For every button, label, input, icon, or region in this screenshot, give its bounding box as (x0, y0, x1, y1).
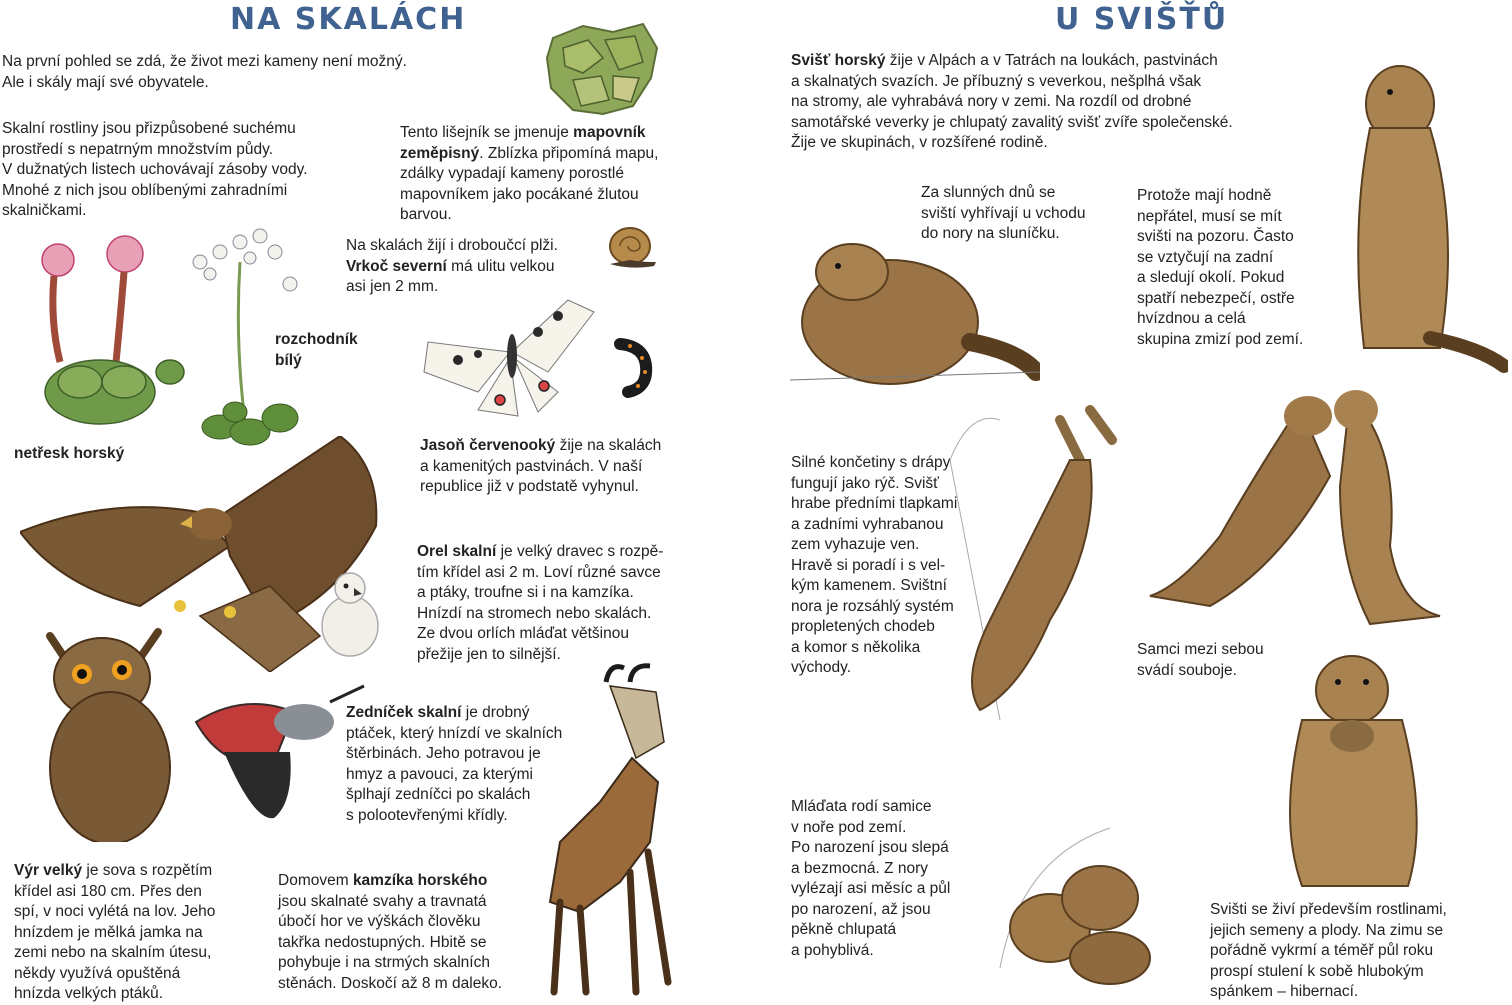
chamois-line: stěnách. Doskočí až 8 m daleko. (278, 974, 503, 992)
dig-line: a komor s několika (791, 638, 921, 656)
chamois-text (278, 871, 528, 994)
sun-line: do nory na sluníčku. (921, 225, 1060, 242)
young-line: vylézají asi měsíc a půl (791, 880, 951, 897)
chamois-line: jsou skalnaté svahy a travnatá (278, 892, 487, 910)
lichen-line: Tento lišejník se jmenuje (400, 124, 574, 141)
dig-line: nora je rozsáhlý systém (791, 597, 954, 615)
snail-text (346, 236, 606, 298)
chamois-illustration (540, 662, 680, 998)
label-line: bílý (275, 351, 302, 369)
eagle-name: Orel skalní (417, 543, 497, 560)
wallcreeper-line: šplhají zedníčci po skalách (346, 786, 531, 803)
owl-line: někdy využívá opuštěná (14, 964, 181, 982)
young-line: Mláďata rodí samice (791, 798, 932, 815)
wallcreeper-line: je drobný (461, 704, 530, 721)
butterfly-illustration (418, 292, 604, 420)
right-page-title: U SVIŠŤŮ (1055, 2, 1229, 37)
jason-line: žije na skalách (555, 437, 662, 454)
snail-line: asi jen 2 mm. (346, 278, 439, 295)
snail-line: má ulitu velkou (446, 257, 555, 275)
lichen-line: mapovníkem jako pocákané žlutou (400, 185, 639, 203)
lichen-line: zdálky vypadají kameny porostlé (400, 165, 625, 182)
snail-name: Vrkoč severní (346, 257, 447, 275)
dig-line: kým kamenem. Svištní (791, 577, 947, 594)
guard-line: skupina zmizí pod zemí. (1137, 330, 1304, 348)
dig-line: hrabe předními tlapkami (791, 495, 958, 512)
lichen-text (400, 123, 700, 226)
wallcreeper-line: s polootevřenými křídly. (346, 806, 508, 824)
guard-line: a sledují okolí. Pokud (1137, 269, 1285, 286)
young-line: v noře pod zemí. (791, 818, 907, 836)
intro-line: samotářské veverky je chlupatý zavalitý svišť zvíře společenské. (791, 113, 1233, 131)
intro-line: a skalnatých svazích. Je příbuzný s veverkou, nešplhá však (791, 72, 1202, 90)
owl-text (14, 861, 254, 1005)
marmot-sunbathing-illustration (790, 222, 1040, 392)
left-page-title: NA SKALÁCH (230, 2, 467, 37)
snail-illustration (600, 222, 658, 274)
sun-line: Za slunných dnů se (921, 184, 1056, 201)
food-text (1210, 900, 1500, 1003)
dig-line: Silné končetiny s drápy (791, 454, 951, 471)
sun-line: sviští vyhřívají u vchodu (921, 204, 1086, 222)
eagle-line: tím křídel asi 2 m. Loví různé savce (417, 563, 661, 581)
owl-line: křídel asi 180 cm. Přes den (14, 882, 202, 900)
young-line: Po narození jsou slepá (791, 839, 949, 856)
guard-line: hvízdnou a celá (1137, 310, 1246, 327)
eagle-line: Ze dvou orlích mláďat většinou (417, 625, 629, 642)
wallcreeper-line: štěrbinách. Jeho potravou je (346, 745, 541, 762)
dig-line: fungují jako rýč. Svišť (791, 474, 939, 492)
plants-line: Skalní rostliny jsou přizpůsobené suchému (2, 120, 296, 137)
plants-line: V dužnatých listech uchovávají zásoby vody. (2, 161, 308, 178)
jason-line: republice již v podstatě vyhynul. (420, 478, 639, 495)
wallcreeper-line: hmyz a pavouci, za kterými (346, 765, 533, 783)
label-netresk: netřesk horský (14, 445, 125, 462)
guard-text (1137, 186, 1337, 350)
eagle-line: přežije jen to silnější. (417, 645, 561, 663)
chamois-line: Domovem (278, 872, 353, 889)
plants-line: skalničkami. (2, 202, 87, 219)
eagle-text (417, 542, 717, 665)
wallcreeper-illustration (194, 682, 366, 824)
marmot-standing-illustration (1330, 48, 1508, 374)
dig-line: Hravě si poradí i s vel- (791, 556, 946, 574)
caterpillar-illustration (610, 336, 660, 398)
snail-line: Na skalách žijí i droboučcí plži. (346, 237, 558, 254)
intro-line: Ale i skály mají své obyvatele. (2, 73, 209, 91)
owl-line: zemi nebo na skalním útesu, (14, 944, 212, 961)
label-line: rozchodník (275, 331, 358, 348)
owl-line: je sova s rozpětím (82, 862, 213, 879)
rozchodnik-illustration (180, 222, 305, 450)
lichen-line: . Zblízka připomíná mapu, (479, 144, 659, 162)
wallcreeper-name: Zedníček skalní (346, 704, 462, 721)
left-intro (2, 52, 452, 93)
lichen-name: zeměpisný (400, 144, 480, 162)
eaglet-illustration (310, 566, 388, 660)
food-line: prospí stulení k sobě hlubokým (1210, 962, 1424, 980)
food-line: Svišti se živí především rostlinami, (1210, 901, 1447, 918)
owl-illustration (40, 628, 196, 842)
guard-line: se vztyčují na zadní (1137, 248, 1274, 266)
plants-text (2, 119, 347, 222)
plants-line: Mnohé z nich jsou oblíbenými zahradními (2, 181, 288, 199)
intro-line: Na první pohled se zdá, že život mezi kameny není možný. (2, 53, 407, 70)
fight-line: svádí souboje. (1137, 661, 1237, 679)
fight-line: Samci mezi sebou (1137, 641, 1264, 658)
guard-line: spatří nebezpečí, ostře (1137, 289, 1295, 307)
lichen-line: barvou. (400, 206, 452, 223)
plants-line: prostředí s nepatrným množstvím půdy. (2, 140, 274, 158)
marmot-name: Svišť horský (791, 52, 886, 69)
young-line: pěkně chlupatá (791, 921, 897, 938)
young-line: po narození, až jsou (791, 900, 931, 918)
owl-line: hnízda velkých ptáků. (14, 985, 164, 1002)
dig-line: východy. (791, 659, 852, 676)
dig-line: zem vyhazuje ven. (791, 536, 920, 553)
chamois-line: pohybuje i na strmých skalních (278, 954, 490, 971)
jason-name: Jasoň červenooký (420, 437, 556, 454)
guard-line: svišti na pozoru. Často (1137, 228, 1294, 245)
food-line: pořádně vykrmí a téměř půl roku (1210, 942, 1434, 959)
eagle-line: a ptáky, troufne si i na kamzíka. (417, 584, 634, 601)
owl-line: spí, v noci vylétá na lov. Jeho (14, 903, 216, 920)
intro-line: na stromy, ale vyhrabává nory v zemi. Na rozdíl od drobné (791, 93, 1192, 110)
marmots-fighting-illustration (1140, 386, 1468, 630)
marmot-intro (791, 51, 1311, 154)
guard-line: Protože mají hodně (1137, 187, 1272, 204)
guard-line: nepřátel, musí se mít (1137, 207, 1282, 225)
food-line: spánkem – hibernací. (1210, 983, 1359, 1000)
marmot-young-illustration (990, 818, 1170, 992)
jason-line: a kamenitých pastvinách. V naší (420, 457, 643, 475)
intro-line: Žije ve skupinách, v rozšířené rodině. (791, 134, 1048, 151)
marmot-digging-illustration (940, 400, 1140, 730)
intro-line: žije v Alpách a v Tatrách na loukách, pastvinách (885, 52, 1218, 69)
eagle-line: Hnízdí na stromech nebo skalách. (417, 604, 652, 622)
marmot-eating-illustration (1272, 650, 1432, 894)
lichen-name: mapovník (573, 124, 646, 141)
young-line: a pohyblivá. (791, 941, 874, 959)
chamois-line: úbočí hor ve výškách člověku (278, 913, 481, 930)
chamois-line: takřka nedostupných. Hbitě se (278, 933, 487, 951)
owl-name: Výr velký (14, 862, 83, 879)
young-line: a bezmocná. Z nory (791, 859, 928, 877)
lichen-illustration (543, 18, 661, 118)
netresk-illustration (20, 232, 185, 432)
dig-line: a zadními vyhrabanou (791, 515, 944, 533)
chamois-name: kamzíka horského (352, 872, 488, 889)
dig-line: propletených chodeb (791, 618, 935, 635)
jason-text (420, 436, 710, 498)
young-text (791, 797, 991, 961)
wallcreeper-line: ptáček, který hnízdí ve skalních (346, 724, 563, 742)
food-line: jejich semeny a plody. Na zimu se (1210, 921, 1444, 939)
owl-line: hnízdem je mělká jamka na (14, 923, 203, 941)
eagle-line: je velký dravec s rozpě- (496, 543, 664, 560)
